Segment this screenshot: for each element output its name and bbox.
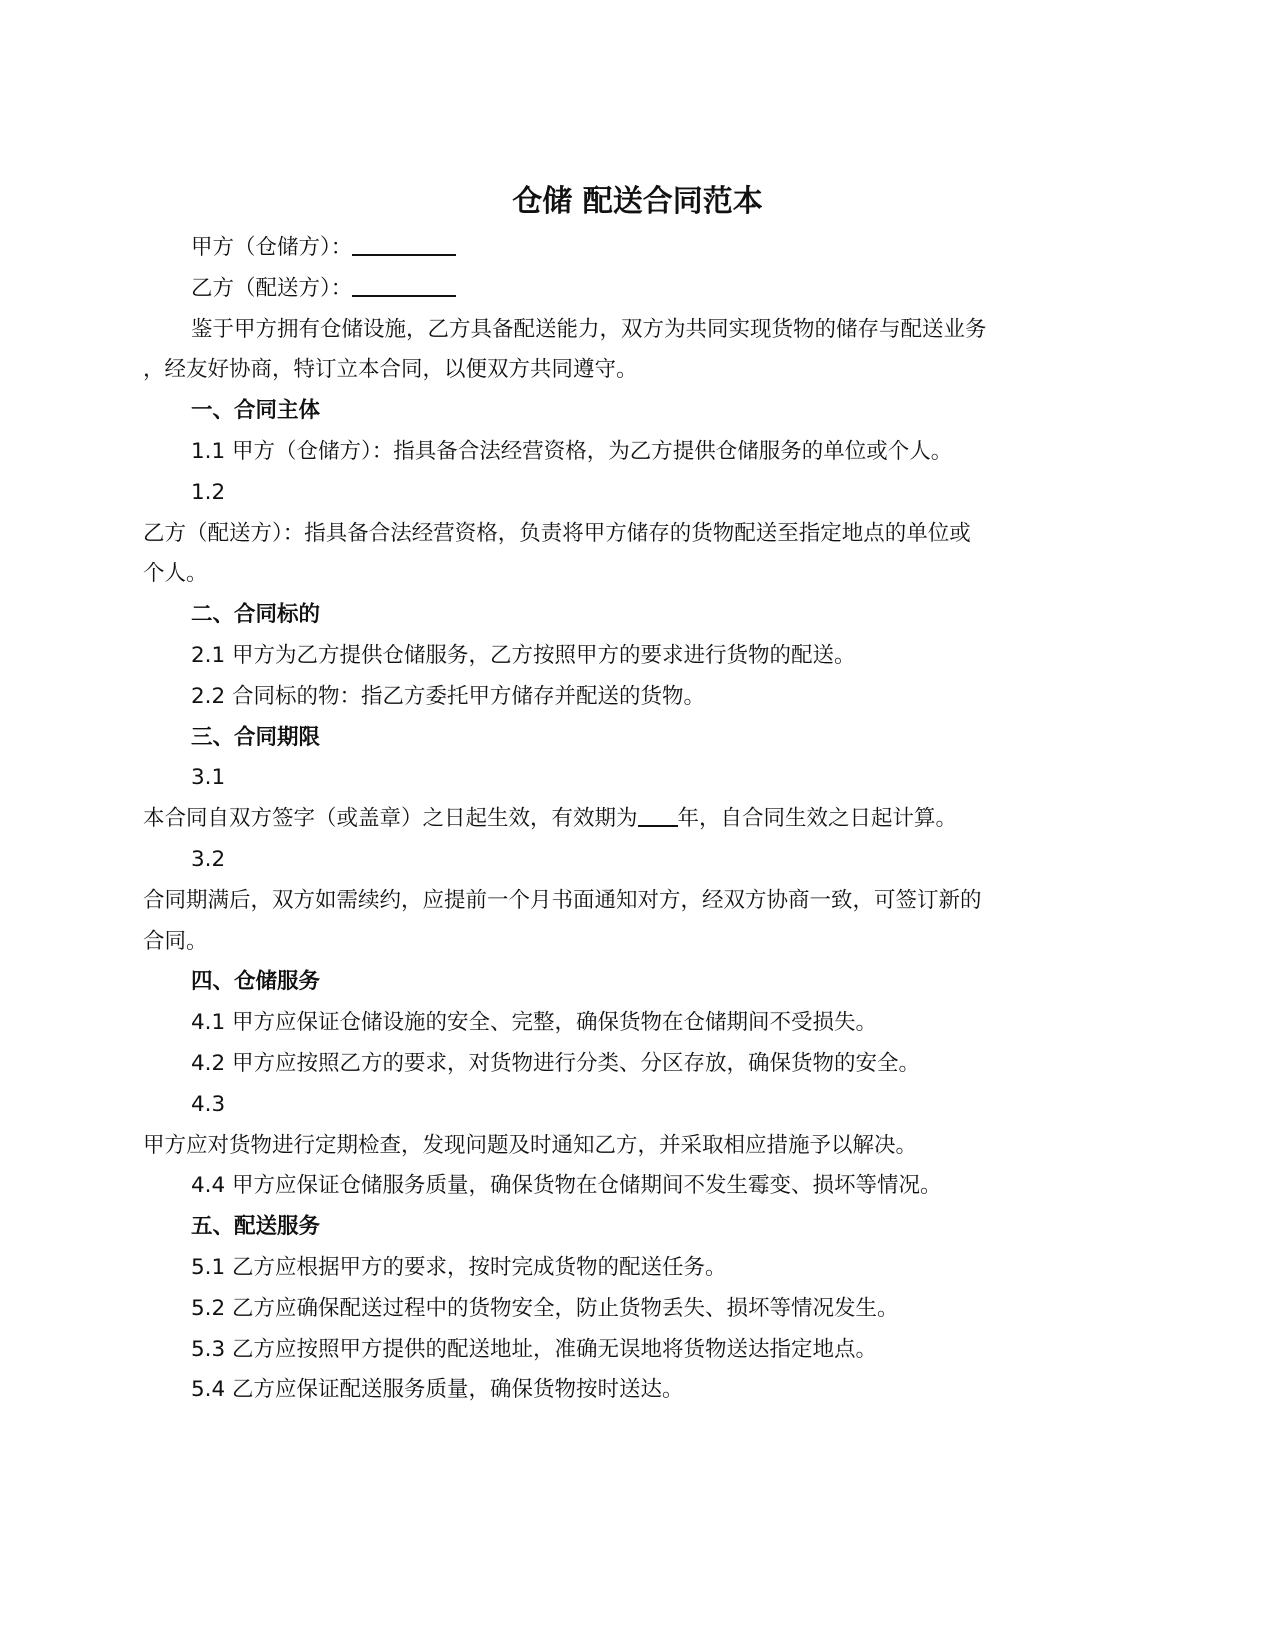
preamble-line: ，经友好协商，特订立本合同，以便双方共同遵守。 — [143, 357, 638, 383]
section-heading: 三、合同期限 — [191, 724, 321, 750]
party-a-blank — [352, 236, 456, 256]
clause — [143, 432, 1078, 473]
clause-number: 4.1 — [191, 1010, 226, 1036]
clause-text: 乙方应确保配送过程中的货物安全，防止货物丢失、损坏等情况发生。 — [232, 1295, 899, 1321]
party-b-line — [143, 269, 1078, 310]
clause-text-part: 年，自合同生效之日起计算。 — [677, 806, 958, 832]
clause-number: 5.1 — [191, 1254, 226, 1280]
clause-number: 4.3 — [191, 1091, 226, 1117]
clause — [143, 1248, 1078, 1289]
clause-number: 4.2 — [191, 1050, 226, 1076]
clause-number: 2.1 — [191, 642, 226, 668]
document-body — [143, 228, 1078, 1411]
clause — [143, 677, 1078, 718]
clause-text: 甲方应保证仓储设施的安全、完整，确保货物在仓储期间不受损失。 — [232, 1010, 878, 1036]
party-a-label: 甲方（仓储方）： — [191, 235, 353, 260]
clause-number: 3.1 — [191, 765, 226, 791]
clause-number: 4.4 — [191, 1173, 226, 1199]
clause-text: 甲方应保证仓储服务质量，确保货物在仓储期间不发生霉变、损坏等情况。 — [232, 1173, 942, 1199]
clause-number: 1.1 — [191, 438, 226, 464]
clause-text: 乙方应按照甲方提供的配送地址，准确无误地将货物送达指定地点。 — [232, 1336, 878, 1362]
clause — [143, 636, 1078, 677]
section-heading: 五、配送服务 — [191, 1214, 321, 1240]
clause-text — [143, 799, 1078, 840]
clause-text: 合同标的物：指乙方委托甲方储存并配送的货物。 — [232, 683, 706, 709]
clause-text: 合同期满后，双方如需续约，应提前一个月书面通知对方，经双方协商一致，可签订新的 — [143, 887, 982, 913]
party-b-label: 乙方（配送方）： — [191, 275, 353, 301]
clause-number: 3.2 — [191, 846, 226, 872]
clause — [143, 1003, 1078, 1044]
clause-text: 甲方（仓储方）：指具备合法经营资格，为乙方提供仓储服务的单位或个人。 — [232, 438, 953, 464]
clause — [143, 1370, 1078, 1411]
section-heading: 一、合同主体 — [191, 398, 321, 424]
clause-text: 甲方为乙方提供仓储服务，乙方按照甲方的要求进行货物的配送。 — [232, 642, 856, 668]
clause-text: 甲方应对货物进行定期检查，发现问题及时通知乙方，并采取相应措施予以解决。 — [143, 1132, 918, 1158]
section-heading: 二、合同标的 — [191, 602, 321, 628]
clause — [143, 1044, 1078, 1085]
clause-text-part: 本合同自双方签字（或盖章）之日起生效，有效期为 — [143, 806, 638, 832]
clause-number: 1.2 — [191, 479, 226, 505]
clause-text: 乙方应保证配送服务质量，确保货物按时送达。 — [232, 1377, 684, 1403]
clause-number: 5.3 — [191, 1336, 226, 1362]
clause-number: 5.2 — [191, 1295, 226, 1321]
clause-text: 甲方应按照乙方的要求，对货物进行分类、分区存放，确保货物的安全。 — [232, 1050, 921, 1076]
party-a-line — [143, 228, 1078, 269]
party-b-blank — [352, 277, 456, 297]
term-years-blank — [638, 807, 678, 827]
clause — [143, 1166, 1078, 1207]
clause-text: 个人。 — [143, 561, 208, 587]
section-heading: 四、仓储服务 — [191, 969, 321, 995]
clause-number: 2.2 — [191, 683, 226, 709]
clause-number: 5.4 — [191, 1377, 226, 1403]
clause — [143, 1330, 1078, 1371]
clause-text: 合同。 — [143, 928, 208, 954]
preamble-line: 鉴于甲方拥有仓储设施，乙方具备配送能力，双方为共同实现货物的储存与配送业务 — [191, 316, 987, 342]
document-title: 仓储 配送合同范本 — [512, 184, 763, 219]
clause — [143, 1289, 1078, 1330]
clause-text: 乙方（配送方）：指具备合法经营资格，负责将甲方储存的货物配送至指定地点的单位或 — [143, 520, 971, 546]
clause-text: 乙方应根据甲方的要求，按时完成货物的配送任务。 — [232, 1254, 727, 1280]
